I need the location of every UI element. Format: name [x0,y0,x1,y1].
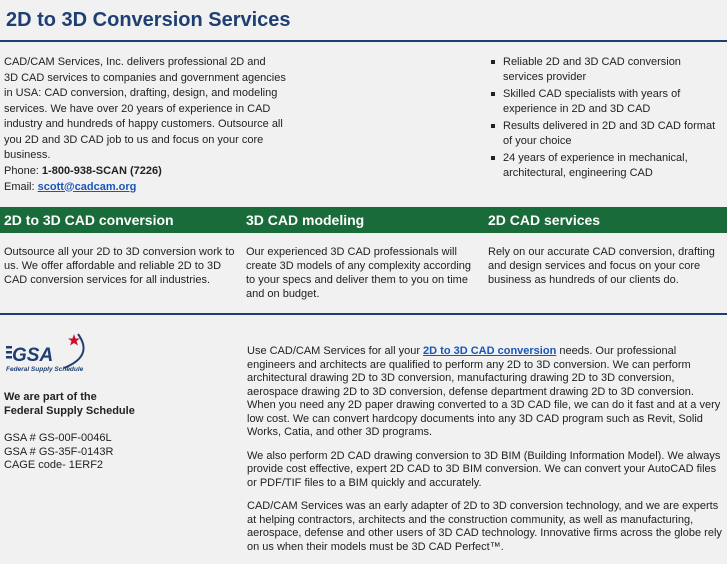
main-paragraph: CAD/CAM Services was an early adapter of 2D to 3D conversion technology, and we are experts at helping contractors, architects and the construction community, as well as manufacturing, aerospace, defense and other users of 3D CAD technology. Innovative firms across the globe rely on us when their models must be 3D CAD Perfect™. [247,500,722,553]
intro-line: industry and hundreds of happy customers. Outsource all [4,118,283,130]
main-paragraph [247,345,722,440]
service-text-2d-cad: Rely on our accurate CAD conversion, drafting and design services and focus on your core business as hundreds of our clients do. [488,246,715,286]
intro-line: in USA: CAD conversion, drafting, design, and modeling [4,87,278,99]
intro-line: you 2D and 3D CAD job to us and focus on your core business. [4,133,264,161]
gsa-number: GSA # GS-35F-0143R [4,445,114,458]
svg-text:GSA: GSA [12,345,54,366]
intro-line: 3D CAD services to companies and government agencies [4,71,286,84]
cage-code: CAGE code- 1ERF2 [4,459,104,471]
contact-info [4,164,162,195]
phone-row [4,164,162,180]
services-header-bar [0,207,727,233]
feature-item: Reliable 2D and 3D CAD conversion services provider [486,55,724,84]
gsa-numbers [4,432,234,473]
service-title-2d-3d: 2D to 3D CAD conversion [4,212,174,228]
email-link[interactable]: scott@cadcam.org [37,180,137,193]
feature-list [486,55,724,183]
intro-line: CAD/CAM Services, Inc. delivers professional 2D and [4,56,266,68]
gsa-part-text [4,390,234,418]
gsa-number: GSA # GS-00F-0046L [4,432,112,444]
main-p1-after: needs. Our professional engineers and architects are qualified to perform any 2D to 3D conversion. We can perform architectural drawing 2D to 3D conversion, manufacturing drawing 2D to 3D conversion, aerospace drawing 2D to 3D conversion, defense department drawing 2D to 3D conversion. When you need any 2D paper drawing converted to a 3D CAD file, we can do it fast and at a very low cost. We can convert hardcopy documents into any 3D CAD program such as Revit, Solid Works, Catia, and other 3D programs. [247,345,721,438]
conversion-link[interactable]: 2D to 3D CAD conversion [423,345,557,357]
phone-label: Phone: [4,165,42,177]
intro-text [4,55,304,164]
email-label: Email: [4,180,38,193]
gsa-panel [4,332,234,473]
section-divider [0,313,727,315]
service-title-2d-cad: 2D CAD services [488,212,601,228]
service-text-2d-3d: Outsource all your 2D to 3D conversion work to us. We offer affordable and reliable 2D to 3D CAD conversion services for all industries. [4,246,235,286]
main-paragraph: We also perform 2D CAD drawing conversion to 3D BIM (Building Information Model). We always provide cost effective, expert 2D CAD to 3D BIM conversion. We can convert your AutoCAD files or PDF/TIF files to a BIM quickly and accurately. [247,449,721,489]
gsa-part-line: Federal Supply Schedule [4,405,135,417]
feature-item: Results delivered in 2D and 3D CAD format of your choice [486,119,724,148]
page-title: 2D to 3D Conversion Services [6,8,291,31]
service-text-3d-modeling: Our experienced 3D CAD professionals will create 3D models of any complexity according to your specs and deliver them to you on time and on budget. [246,246,471,300]
service-title-3d-modeling: 3D CAD modeling [246,212,365,228]
email-row [4,180,162,196]
gsa-part-line: We are part of the [4,391,97,403]
gsa-logo [4,332,96,380]
main-content [247,345,722,564]
feature-item: Skilled CAD specialists with years of experience in 2D and 3D CAD [486,87,724,116]
feature-item: 24 years of experience in mechanical, architectural, engineering CAD [486,151,724,180]
services-descriptions [0,245,727,301]
svg-text:Federal Supply Schedule: Federal Supply Schedule [6,366,84,373]
page-header [0,0,727,42]
phone-number: 1-800-938-SCAN (7226) [41,165,162,177]
main-p1-before: Use CAD/CAM Services for all your [247,345,424,357]
intro-line: services. We have over 20 years of experience in CAD [4,102,271,115]
